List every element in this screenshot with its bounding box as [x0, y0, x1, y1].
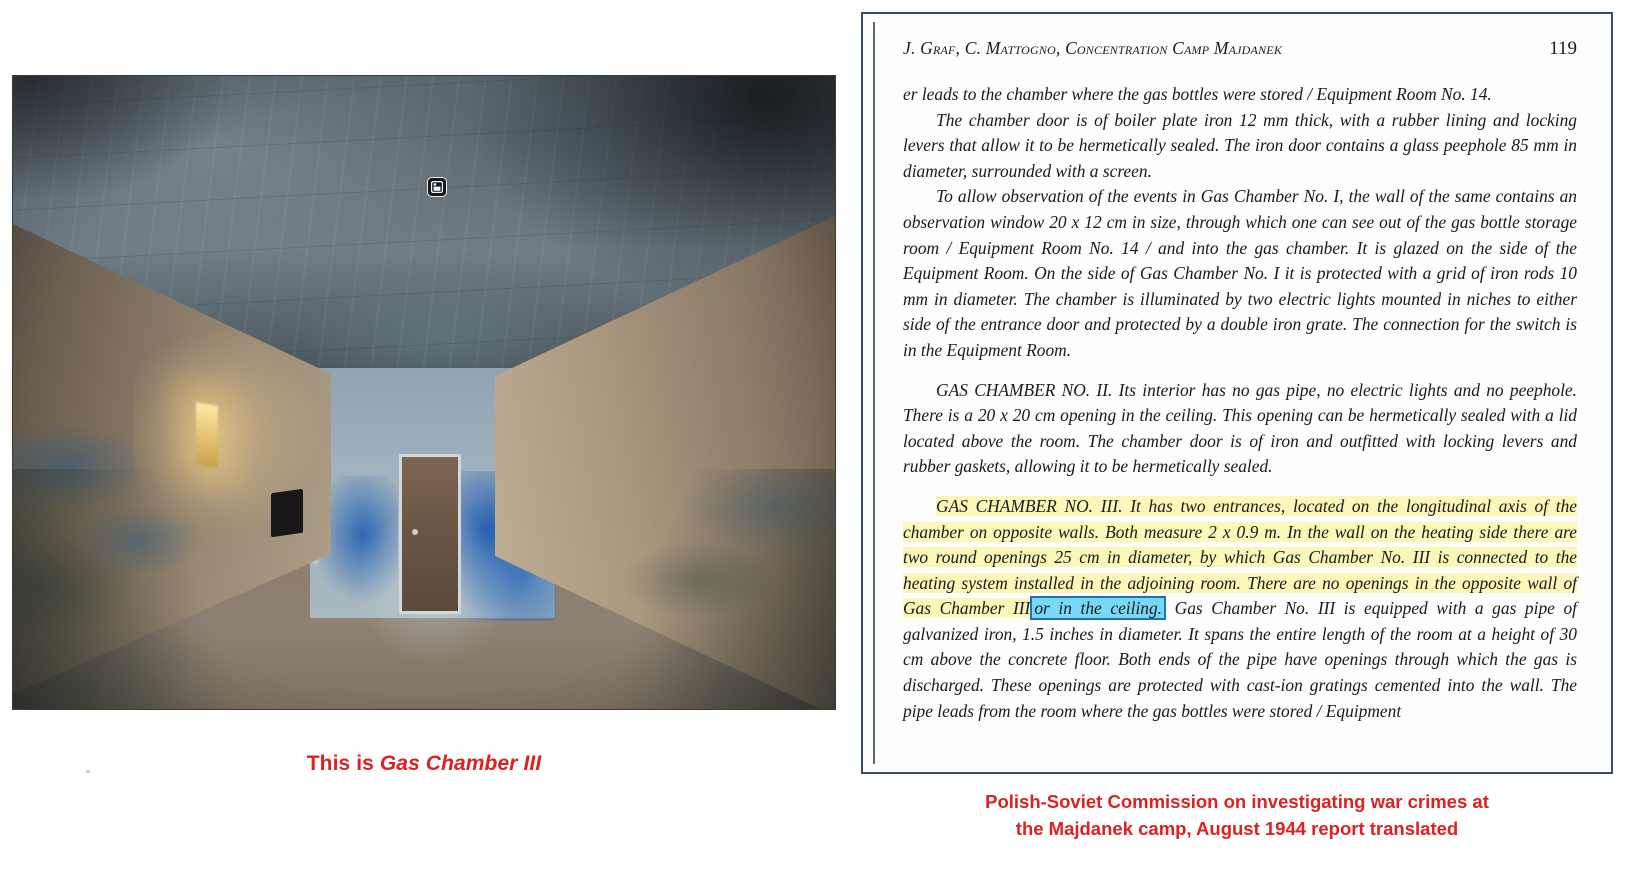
book-running-head: J. Graf, C. Mattogno, Concentration Camp Majdanek [903, 38, 1283, 58]
book-page-header [889, 32, 1589, 60]
book-page-body [889, 82, 1589, 724]
photo-ceiling-shadow-left [13, 76, 227, 196]
yellow-highlight-segment: GAS CHAMBER NO. III. It has two entrances, located on the longitudinal axis of the chamber on opposite walls. Both measure 2 x 0.9 m. In the wall on the heating side there are two round openings 25 cm in diameter, by which Gas Chamber No. III is connected to the heating system installed in the adjoining room. There are no openings in the opposite wall of Gas Chamber III [903, 495, 1577, 619]
paragraph-gas-chamber-3 [903, 494, 1577, 724]
photo-caption [12, 752, 836, 776]
photo-floor-shadow-left [13, 469, 313, 709]
page-gutter-rule [873, 22, 875, 764]
image-thumbnail-icon [427, 177, 447, 197]
source-caption-line-1: Polish-Soviet Commission on investigating war crimes at [985, 791, 1489, 812]
scanned-book-page [861, 12, 1613, 774]
paragraph-chamber-door: The chamber door is of boiler plate iron 12 mm thick, with a rubber lining and locking levers that allow it to be hermetically sealed. The iron door contains a glass peephole 85 mm in diameter, surrounded with a screen. [903, 109, 1577, 181]
photo-caption-emphasis: Gas Chamber III [379, 752, 542, 775]
photo-wall-lamp [196, 402, 218, 468]
photo-door-knob [412, 529, 418, 535]
photo-floor-shadow-right [535, 469, 835, 709]
photo-door [399, 454, 461, 614]
paragraph-tail-segment: Gas Chamber No. III is equipped with a gas pipe of galvanized iron, 1.5 inches in diameter. It spans the entire length of the room at a height of 30 cm above the concrete floor. Both ends of the pipe have openings through which the gas is discharged. These openings are protected with cast-ion gratings cemented into the wall. The pipe leads from the room where the gas bottles were stored / Equipment [903, 598, 1577, 721]
source-caption-line-2: the Majdanek camp, August 1944 report translated [1015, 818, 1459, 839]
photograph-panel [12, 75, 836, 710]
paragraph-gas-chamber-2: GAS CHAMBER NO. II. Its interior has no gas pipe, no electric lights and no peephole. There is a 20 x 20 cm opening in the ceiling. This opening can be hermetically sealed with a lid located above the room. The chamber door is of iron and outfitted with locking levers and rubber gaskets, allowing it to be hermetically sealed. [903, 379, 1577, 477]
book-page-number: 119 [1549, 38, 1577, 59]
boxed-highlight-segment: or in the ceiling. [1030, 596, 1166, 620]
gas-chamber-photograph [12, 75, 836, 710]
paragraph-continued: er leads to the chamber where the gas bottles were stored / Equipment Room No. 14. [903, 84, 1492, 104]
source-caption [861, 788, 1613, 842]
photo-caption-prefix: This is [306, 752, 380, 775]
paragraph-observation-window: To allow observation of the events in Gas Chamber No. I, the wall of the same contains an observation window 20 x 12 cm in size, through which one can see out of the gas bottle storage room / Equipment Room No. 14 / and into the gas chamber. It is glazed on the side of the Equipment Room. On the side of Gas Chamber No. I it is protected with a grid of iron rods 10 mm in diameter. The chamber is illuminated by two electric lights mounted in niches to either side of the entrance door and protected by a double iron grate. The connection for the switch is in the Equipment Room. [903, 186, 1577, 360]
